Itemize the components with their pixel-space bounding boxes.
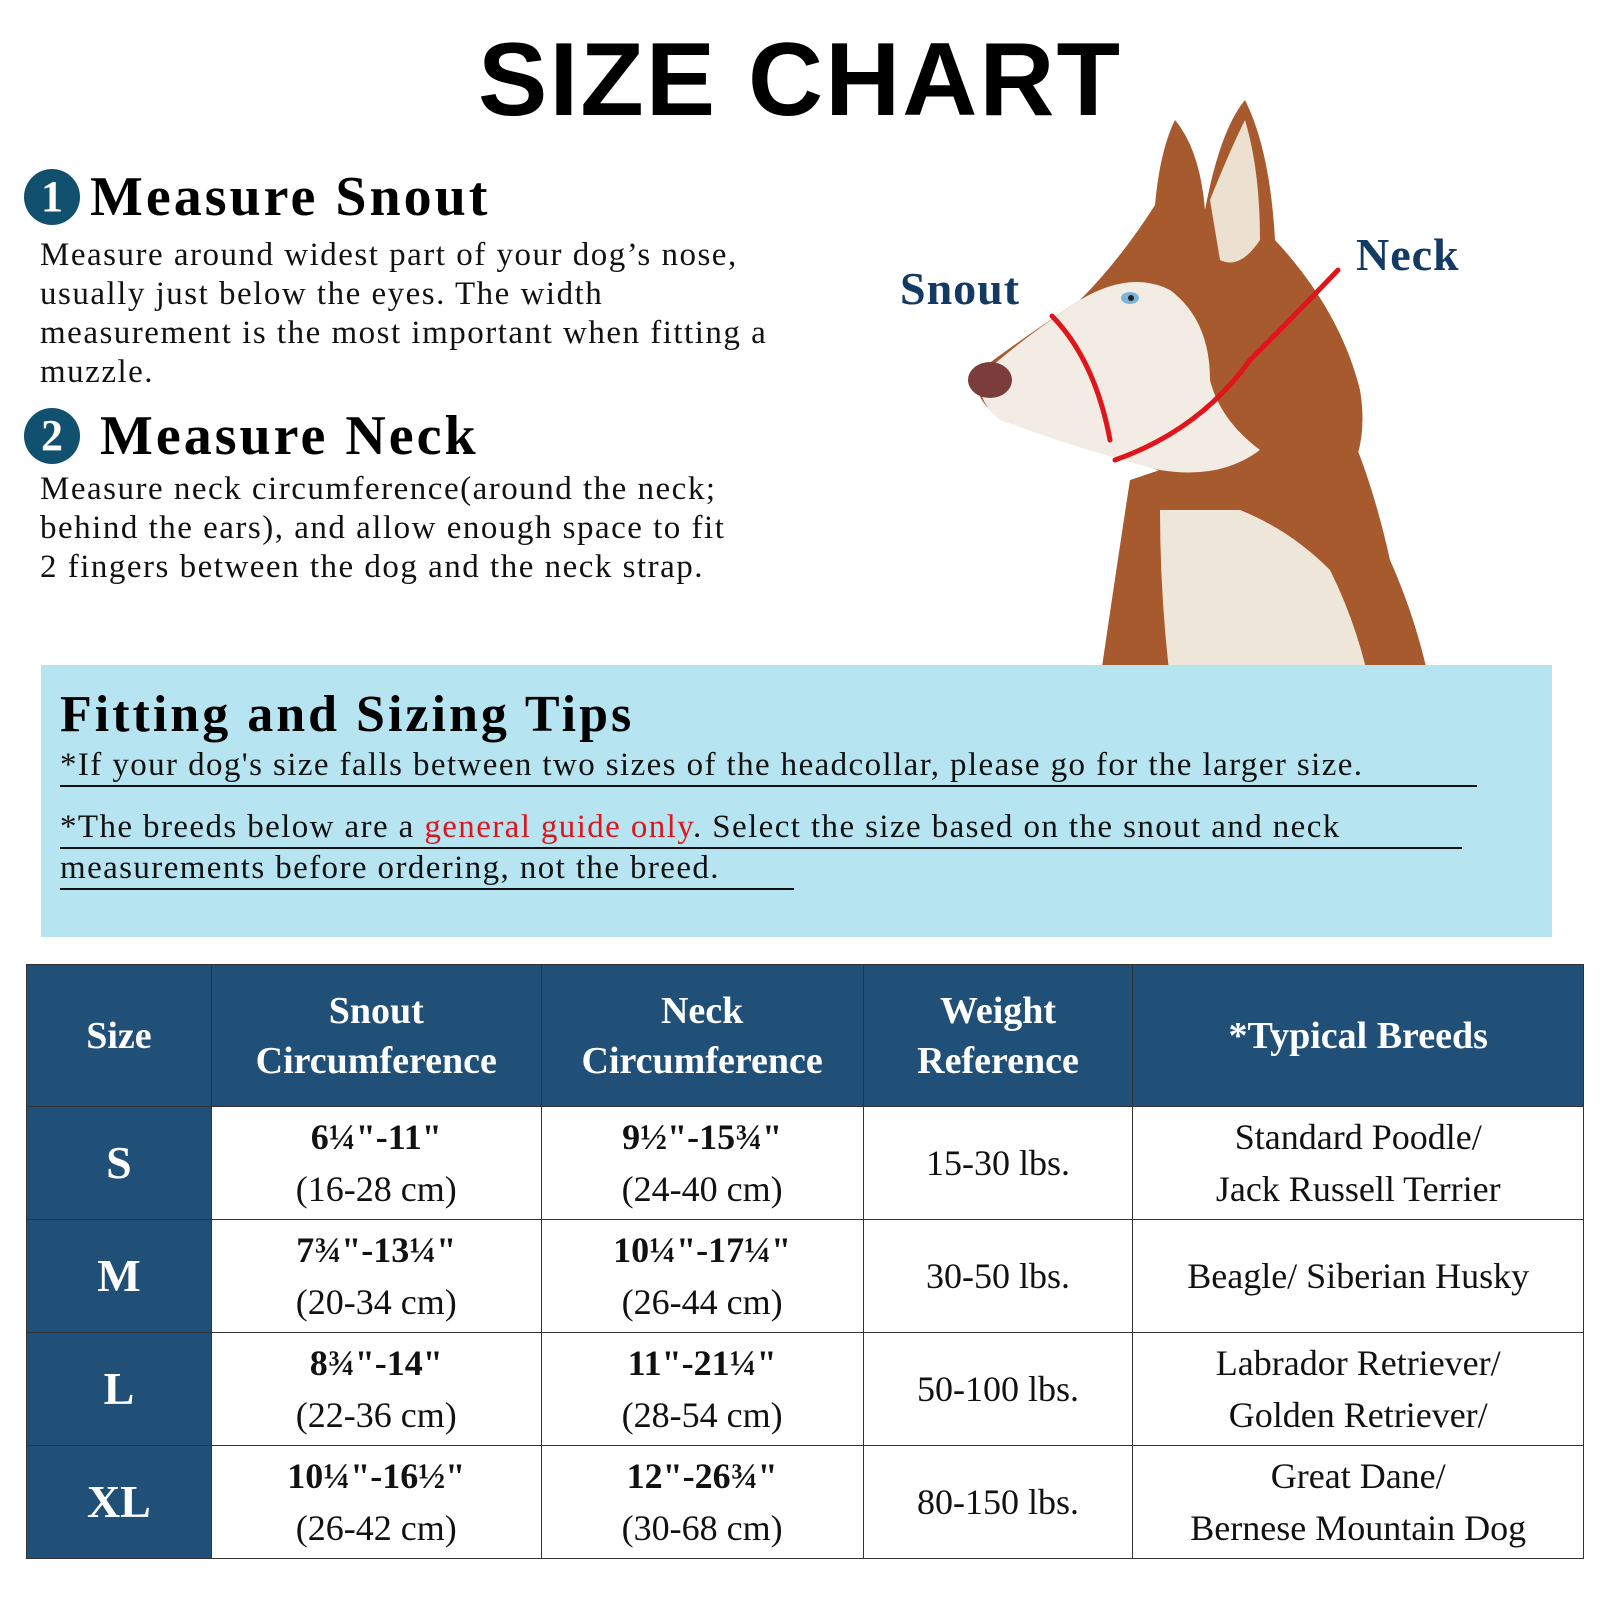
- neck-label: Neck: [1356, 229, 1460, 280]
- header-text: Neck: [660, 989, 744, 1032]
- snout-cm: (16-28 cm): [295, 1169, 457, 1209]
- breed-line: Golden Retriever/: [1228, 1395, 1488, 1435]
- neck-cm: (26-44 cm): [621, 1282, 783, 1322]
- step-description: Measure around widest part of your dog’s nose, usually just below the eyes. The width measurement is the most important when fitting a muzzle.: [40, 237, 768, 390]
- header-typical-breeds: *Typical Breeds: [1133, 965, 1584, 1107]
- neck-cell: [541, 1333, 863, 1446]
- step-heading: Measure Neck: [100, 405, 479, 467]
- header-weight-reference: [863, 965, 1133, 1107]
- snout-inches: 6¼"-11": [310, 1117, 442, 1157]
- step-measure-snout: [24, 165, 490, 229]
- husky-dog-illustration: [960, 90, 1520, 750]
- header-snout-circumference: [211, 965, 541, 1107]
- header-text: Weight: [939, 989, 1057, 1032]
- table-row: [27, 1220, 1584, 1333]
- neck-cm: (30-68 cm): [621, 1508, 783, 1548]
- size-cell: M: [27, 1220, 212, 1333]
- neck-cm: (28-54 cm): [621, 1395, 783, 1435]
- neck-inches: 9½"-15¾": [622, 1117, 783, 1157]
- tip-highlight-general-guide: general guide only: [424, 809, 693, 845]
- table-row: [27, 1446, 1584, 1559]
- neck-cell: [541, 1220, 863, 1333]
- snout-cell: [211, 1333, 541, 1446]
- tip-breed-guide: [60, 807, 1462, 849]
- breed-line: Jack Russell Terrier: [1215, 1169, 1501, 1209]
- size-cell: S: [27, 1107, 212, 1220]
- neck-inches: 11"-21¼": [627, 1343, 777, 1383]
- table-header-row: [27, 965, 1584, 1107]
- step-description: Measure neck circumference(around the neck; behind the ears), and allow enough space to fit 2 fingers between the dog and the neck strap.: [40, 471, 726, 585]
- neck-cell: [541, 1107, 863, 1220]
- snout-cm: (26-42 cm): [295, 1508, 457, 1548]
- snout-inches: 7¾"-13¼": [296, 1230, 457, 1270]
- tip-larger-size: *If your dog's size falls between two sizes of the headcollar, please go for the larger size.: [60, 745, 1477, 787]
- header-text: Reference: [917, 1039, 1079, 1082]
- header-size: Size: [27, 965, 212, 1107]
- weight-cell: 80-150 lbs.: [863, 1446, 1133, 1559]
- weight-cell: 50-100 lbs.: [863, 1333, 1133, 1446]
- tip-text: *The breeds below are a: [60, 809, 425, 845]
- tips-title: Fitting and Sizing Tips: [60, 686, 635, 743]
- snout-cell: [211, 1446, 541, 1559]
- breeds-cell: [1133, 1220, 1584, 1333]
- table-row: [27, 1333, 1584, 1446]
- tip-text: . Select the size based on the snout and neck: [693, 809, 1341, 845]
- neck-inches: 10¼"-17¼": [613, 1230, 792, 1270]
- size-cell: L: [27, 1333, 212, 1446]
- size-chart-table: [26, 964, 1584, 1559]
- weight-cell: 15-30 lbs.: [863, 1107, 1133, 1220]
- breeds-cell: [1133, 1333, 1584, 1446]
- breed-line: Bernese Mountain Dog: [1190, 1508, 1527, 1548]
- snout-cell: [211, 1107, 541, 1220]
- step-number-1-icon: 1: [24, 169, 80, 225]
- fitting-tips-panel: [41, 665, 1552, 937]
- neck-cell: [541, 1446, 863, 1559]
- snout-cell: [211, 1220, 541, 1333]
- table-row: [27, 1107, 1584, 1220]
- header-neck-circumference: [541, 965, 863, 1107]
- snout-inches: 10¼"-16½": [287, 1456, 466, 1496]
- step-heading: Measure Snout: [90, 166, 491, 228]
- neck-inches: 12"-26¾": [626, 1456, 778, 1496]
- step-measure-neck: [24, 404, 479, 468]
- breeds-cell: [1133, 1107, 1584, 1220]
- header-text: Circumference: [581, 1039, 823, 1082]
- breed-line: Labrador Retriever/: [1215, 1343, 1501, 1383]
- snout-cm: (20-34 cm): [295, 1282, 457, 1322]
- header-text: Circumference: [255, 1039, 497, 1082]
- header-text: Snout: [328, 989, 424, 1032]
- snout-cm: (22-36 cm): [295, 1395, 457, 1435]
- breed-line: Great Dane/: [1270, 1456, 1446, 1496]
- neck-cm: (24-40 cm): [621, 1169, 783, 1209]
- page-title: SIZE CHART: [478, 22, 1122, 138]
- breed-line: Beagle/ Siberian Husky: [1187, 1256, 1530, 1296]
- step-number-2-icon: 2: [24, 408, 80, 464]
- breeds-cell: [1133, 1446, 1584, 1559]
- breed-line: Standard Poodle/: [1234, 1117, 1482, 1157]
- snout-label: Snout: [900, 263, 1021, 314]
- tip-breed-guide-line2: measurements before ordering, not the breed.: [60, 848, 794, 890]
- size-cell: XL: [27, 1446, 212, 1559]
- snout-inches: 8¾"-14": [309, 1343, 443, 1383]
- weight-cell: 30-50 lbs.: [863, 1220, 1133, 1333]
